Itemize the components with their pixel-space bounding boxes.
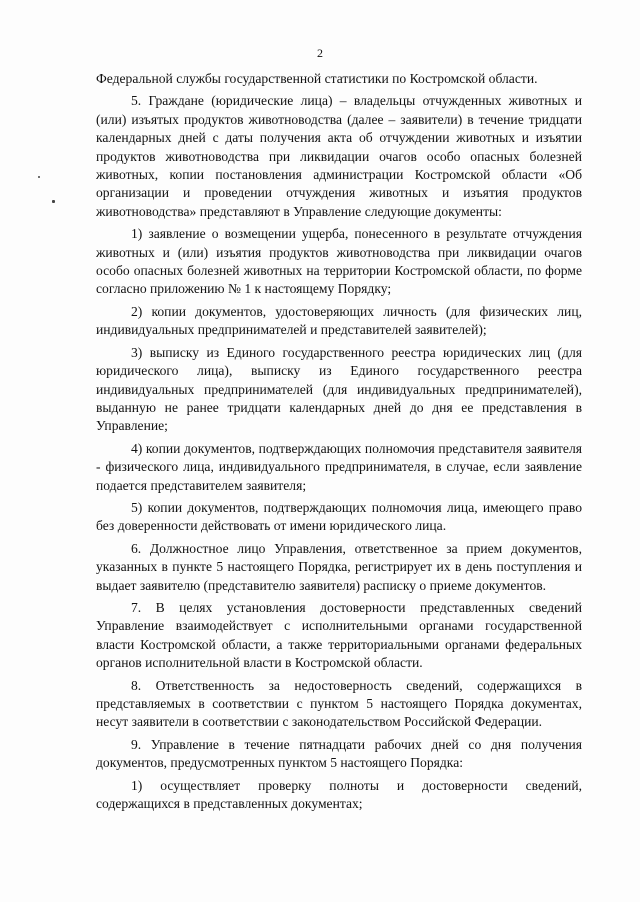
page-number: 2 xyxy=(317,46,323,60)
scan-speck xyxy=(38,176,40,178)
paragraph: 7. В целях установления достоверности представленных сведений Управление взаимодействует с исполнительными органами государственной власти Костромской области, а также территориальными органами федеральных органов исполнительной власти в Костромской области. xyxy=(96,599,582,671)
paragraph: 9. Управление в течение пятнадцати рабочих дней со дня получения документов, предусмотренных пунктом 5 настоящего Порядка: xyxy=(96,736,582,771)
scan-speck xyxy=(52,200,55,203)
document-body xyxy=(96,70,582,813)
paragraph: 1) осуществляет проверку полноты и достоверности сведений, содержащихся в представленных документах; xyxy=(96,777,582,812)
paragraph: Федеральной службы государственной статистики по Костромской области. xyxy=(96,71,538,86)
paragraph: 2) копии документов, удостоверяющих личность (для физических лиц, индивидуальных предпринимателей и представителей заявителей); xyxy=(96,303,582,338)
paragraph: 4) копии документов, подтверждающих полномочия представителя заявителя - физического лица, индивидуального предпринимателя, в случае, если заявление подается представителем заявителя; xyxy=(96,440,582,493)
paragraph: 6. Должностное лицо Управления, ответственное за прием документов, указанных в пункте 5 настоящего Порядка, регистрирует их в день поступления и выдает заявителю (представителю заявителя) расписку о приеме документов. xyxy=(96,540,582,593)
paragraph: 5) копии документов, подтверждающих полномочия лица, имеющего право без доверенности действовать от имени юридического лица. xyxy=(96,499,582,534)
paragraph: 3) выписку из Единого государственного реестра юридических лиц (для юридического лица), выписку из Единого государственного реестра индивидуальных предпринимателей (для индивидуальных предпринимателей), выданную не ранее тридцати календарных дней до дня ее представления в Управление; xyxy=(96,344,582,434)
paragraph: 1) заявление о возмещении ущерба, понесенного в результате отчуждения животных и (или) изъятия продуктов животноводства при ликвидации очагов особо опасных болезней животных на территории Костромской области, по форме согласно приложению № 1 к настоящему Порядку; xyxy=(96,226,582,297)
paragraph: 8. Ответственность за недостоверность сведений, содержащихся в представляемых в соответствии с пунктом 5 настоящего Порядка документах, несут заявители в соответствии с законодательством Российской Федерации. xyxy=(96,677,582,730)
paragraph: 5. Граждане (юридические лица) – владельцы отчужденных животных и (или) изъятых продуктов животноводства (далее – заявители) в течение тридцати календарных дней с даты получения акта об отчуждении животных и изъятии продуктов животноводства при ликвидации очагов особо опасных болезней животных, копии постановления администрации Костромской области «Об организации и проведении отчуждения животных и изъятия продуктов животноводства» представляют в Управление следующие документы: xyxy=(96,93,582,219)
